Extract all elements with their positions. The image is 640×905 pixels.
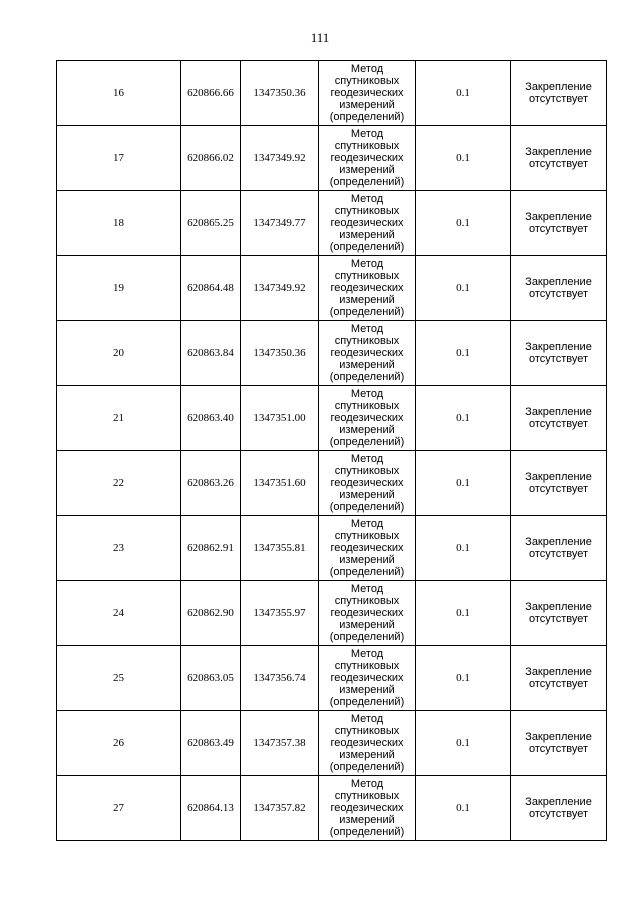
method-cell bbox=[319, 126, 416, 191]
point-number-cell bbox=[57, 516, 181, 581]
y-coordinate-cell bbox=[241, 451, 319, 516]
coordinates-table bbox=[56, 60, 607, 841]
point-number-cell bbox=[57, 386, 181, 451]
accuracy-cell bbox=[416, 451, 511, 516]
y-coordinate-cell bbox=[241, 321, 319, 386]
y-coordinate-text: 1347350.36 bbox=[253, 347, 306, 359]
method-text: Метод спутниковых геодезических измерений (определений) bbox=[329, 388, 405, 448]
point-number-cell bbox=[57, 61, 181, 126]
fixation-cell bbox=[511, 451, 607, 516]
table-row bbox=[57, 516, 607, 581]
accuracy-text: 0.1 bbox=[456, 672, 470, 684]
accuracy-cell bbox=[416, 516, 511, 581]
fixation-text: Закрепление отсутствует bbox=[525, 731, 592, 755]
fixation-cell bbox=[511, 711, 607, 776]
point-number-text: 17 bbox=[113, 152, 124, 164]
accuracy-text: 0.1 bbox=[456, 412, 470, 424]
table-row bbox=[57, 581, 607, 646]
fixation-text: Закрепление отсутствует bbox=[525, 536, 592, 560]
y-coordinate-cell bbox=[241, 646, 319, 711]
method-text: Метод спутниковых геодезических измерений (определений) bbox=[329, 713, 405, 773]
point-number-text: 16 bbox=[113, 87, 124, 99]
method-text: Метод спутниковых геодезических измерений (определений) bbox=[329, 648, 405, 708]
x-coordinate-text: 620863.40 bbox=[187, 412, 234, 424]
accuracy-text: 0.1 bbox=[456, 347, 470, 359]
x-coordinate-cell bbox=[181, 386, 241, 451]
point-number-cell bbox=[57, 711, 181, 776]
method-cell bbox=[319, 256, 416, 321]
method-text: Метод спутниковых геодезических измерений (определений) bbox=[329, 323, 405, 383]
table-row bbox=[57, 126, 607, 191]
accuracy-cell bbox=[416, 321, 511, 386]
point-number-text: 25 bbox=[113, 672, 124, 684]
method-text: Метод спутниковых геодезических измерений (определений) bbox=[329, 453, 405, 513]
x-coordinate-text: 620866.02 bbox=[187, 152, 234, 164]
x-coordinate-cell bbox=[181, 581, 241, 646]
x-coordinate-cell bbox=[181, 646, 241, 711]
x-coordinate-text: 620862.90 bbox=[187, 607, 234, 619]
x-coordinate-text: 620865.25 bbox=[187, 217, 234, 229]
point-number-text: 22 bbox=[113, 477, 124, 489]
accuracy-text: 0.1 bbox=[456, 152, 470, 164]
x-coordinate-text: 620862.91 bbox=[187, 542, 234, 554]
y-coordinate-cell bbox=[241, 191, 319, 256]
method-cell bbox=[319, 61, 416, 126]
fixation-cell bbox=[511, 646, 607, 711]
fixation-cell bbox=[511, 776, 607, 841]
y-coordinate-text: 1347351.60 bbox=[253, 477, 306, 489]
fixation-text: Закрепление отсутствует bbox=[525, 796, 592, 820]
fixation-text: Закрепление отсутствует bbox=[525, 276, 592, 300]
method-text: Метод спутниковых геодезических измерений (определений) bbox=[329, 518, 405, 578]
accuracy-text: 0.1 bbox=[456, 607, 470, 619]
point-number-text: 18 bbox=[113, 217, 124, 229]
x-coordinate-cell bbox=[181, 61, 241, 126]
method-text: Метод спутниковых геодезических измерений (определений) bbox=[329, 583, 405, 643]
method-cell bbox=[319, 386, 416, 451]
accuracy-cell bbox=[416, 386, 511, 451]
accuracy-text: 0.1 bbox=[456, 477, 470, 489]
y-coordinate-text: 1347355.97 bbox=[253, 607, 306, 619]
fixation-text: Закрепление отсутствует bbox=[525, 341, 592, 365]
x-coordinate-cell bbox=[181, 451, 241, 516]
x-coordinate-cell bbox=[181, 516, 241, 581]
fixation-text: Закрепление отсутствует bbox=[525, 601, 592, 625]
accuracy-cell bbox=[416, 581, 511, 646]
point-number-cell bbox=[57, 776, 181, 841]
point-number-text: 21 bbox=[113, 412, 124, 424]
table-body bbox=[57, 61, 607, 841]
x-coordinate-cell bbox=[181, 126, 241, 191]
accuracy-text: 0.1 bbox=[456, 542, 470, 554]
fixation-text: Закрепление отсутствует bbox=[525, 81, 592, 105]
fixation-text: Закрепление отсутствует bbox=[525, 211, 592, 235]
point-number-cell bbox=[57, 256, 181, 321]
accuracy-text: 0.1 bbox=[456, 802, 470, 814]
y-coordinate-text: 1347357.38 bbox=[253, 737, 306, 749]
accuracy-cell bbox=[416, 256, 511, 321]
method-cell bbox=[319, 711, 416, 776]
method-text: Метод спутниковых геодезических измерений (определений) bbox=[329, 63, 405, 123]
point-number-cell bbox=[57, 321, 181, 386]
table-row bbox=[57, 386, 607, 451]
x-coordinate-cell bbox=[181, 321, 241, 386]
fixation-text: Закрепление отсутствует bbox=[525, 406, 592, 430]
fixation-cell bbox=[511, 126, 607, 191]
y-coordinate-text: 1347349.77 bbox=[253, 217, 306, 229]
x-coordinate-text: 620864.13 bbox=[187, 802, 234, 814]
point-number-text: 23 bbox=[113, 542, 124, 554]
fixation-text: Закрепление отсутствует bbox=[525, 146, 592, 170]
x-coordinate-text: 620866.66 bbox=[187, 87, 234, 99]
method-cell bbox=[319, 581, 416, 646]
y-coordinate-text: 1347357.82 bbox=[253, 802, 306, 814]
table-row bbox=[57, 191, 607, 256]
x-coordinate-cell bbox=[181, 776, 241, 841]
method-text: Метод спутниковых геодезических измерений (определений) bbox=[329, 128, 405, 188]
table-row bbox=[57, 711, 607, 776]
accuracy-text: 0.1 bbox=[456, 282, 470, 294]
method-cell bbox=[319, 646, 416, 711]
accuracy-cell bbox=[416, 191, 511, 256]
method-text: Метод спутниковых геодезических измерений (определений) bbox=[329, 778, 405, 838]
point-number-text: 19 bbox=[113, 282, 124, 294]
x-coordinate-text: 620863.26 bbox=[187, 477, 234, 489]
accuracy-text: 0.1 bbox=[456, 737, 470, 749]
table-row bbox=[57, 321, 607, 386]
table-row bbox=[57, 256, 607, 321]
y-coordinate-text: 1347349.92 bbox=[253, 152, 306, 164]
x-coordinate-text: 620863.49 bbox=[187, 737, 234, 749]
y-coordinate-cell bbox=[241, 256, 319, 321]
method-cell bbox=[319, 321, 416, 386]
point-number-text: 20 bbox=[113, 347, 124, 359]
accuracy-cell bbox=[416, 646, 511, 711]
point-number-cell bbox=[57, 646, 181, 711]
fixation-text: Закрепление отсутствует bbox=[525, 666, 592, 690]
y-coordinate-text: 1347355.81 bbox=[253, 542, 306, 554]
fixation-cell bbox=[511, 581, 607, 646]
y-coordinate-text: 1347351.00 bbox=[253, 412, 306, 424]
y-coordinate-cell bbox=[241, 61, 319, 126]
point-number-text: 26 bbox=[113, 737, 124, 749]
y-coordinate-text: 1347349.92 bbox=[253, 282, 306, 294]
fixation-cell bbox=[511, 516, 607, 581]
accuracy-text: 0.1 bbox=[456, 217, 470, 229]
method-cell bbox=[319, 191, 416, 256]
y-coordinate-cell bbox=[241, 386, 319, 451]
accuracy-cell bbox=[416, 711, 511, 776]
method-cell bbox=[319, 776, 416, 841]
fixation-text: Закрепление отсутствует bbox=[525, 471, 592, 495]
accuracy-cell bbox=[416, 126, 511, 191]
table-row bbox=[57, 776, 607, 841]
x-coordinate-cell bbox=[181, 191, 241, 256]
fixation-cell bbox=[511, 256, 607, 321]
point-number-text: 24 bbox=[113, 607, 124, 619]
x-coordinate-text: 620863.05 bbox=[187, 672, 234, 684]
x-coordinate-cell bbox=[181, 256, 241, 321]
method-text: Метод спутниковых геодезических измерений (определений) bbox=[329, 258, 405, 318]
page-number: 111 bbox=[310, 30, 330, 45]
y-coordinate-cell bbox=[241, 711, 319, 776]
fixation-cell bbox=[511, 386, 607, 451]
x-coordinate-text: 620863.84 bbox=[187, 347, 234, 359]
point-number-cell bbox=[57, 126, 181, 191]
y-coordinate-cell bbox=[241, 516, 319, 581]
point-number-cell bbox=[57, 451, 181, 516]
point-number-cell bbox=[57, 191, 181, 256]
y-coordinate-cell bbox=[241, 126, 319, 191]
table-row bbox=[57, 61, 607, 126]
point-number-text: 27 bbox=[113, 802, 124, 814]
method-cell bbox=[319, 451, 416, 516]
table-row bbox=[57, 451, 607, 516]
method-text: Метод спутниковых геодезических измерений (определений) bbox=[329, 193, 405, 253]
table-row bbox=[57, 646, 607, 711]
fixation-cell bbox=[511, 321, 607, 386]
accuracy-text: 0.1 bbox=[456, 87, 470, 99]
y-coordinate-text: 1347350.36 bbox=[253, 87, 306, 99]
fixation-cell bbox=[511, 191, 607, 256]
x-coordinate-text: 620864.48 bbox=[187, 282, 234, 294]
accuracy-cell bbox=[416, 776, 511, 841]
y-coordinate-cell bbox=[241, 776, 319, 841]
x-coordinate-cell bbox=[181, 711, 241, 776]
point-number-cell bbox=[57, 581, 181, 646]
y-coordinate-cell bbox=[241, 581, 319, 646]
y-coordinate-text: 1347356.74 bbox=[253, 672, 306, 684]
accuracy-cell bbox=[416, 61, 511, 126]
method-cell bbox=[319, 516, 416, 581]
fixation-cell bbox=[511, 61, 607, 126]
